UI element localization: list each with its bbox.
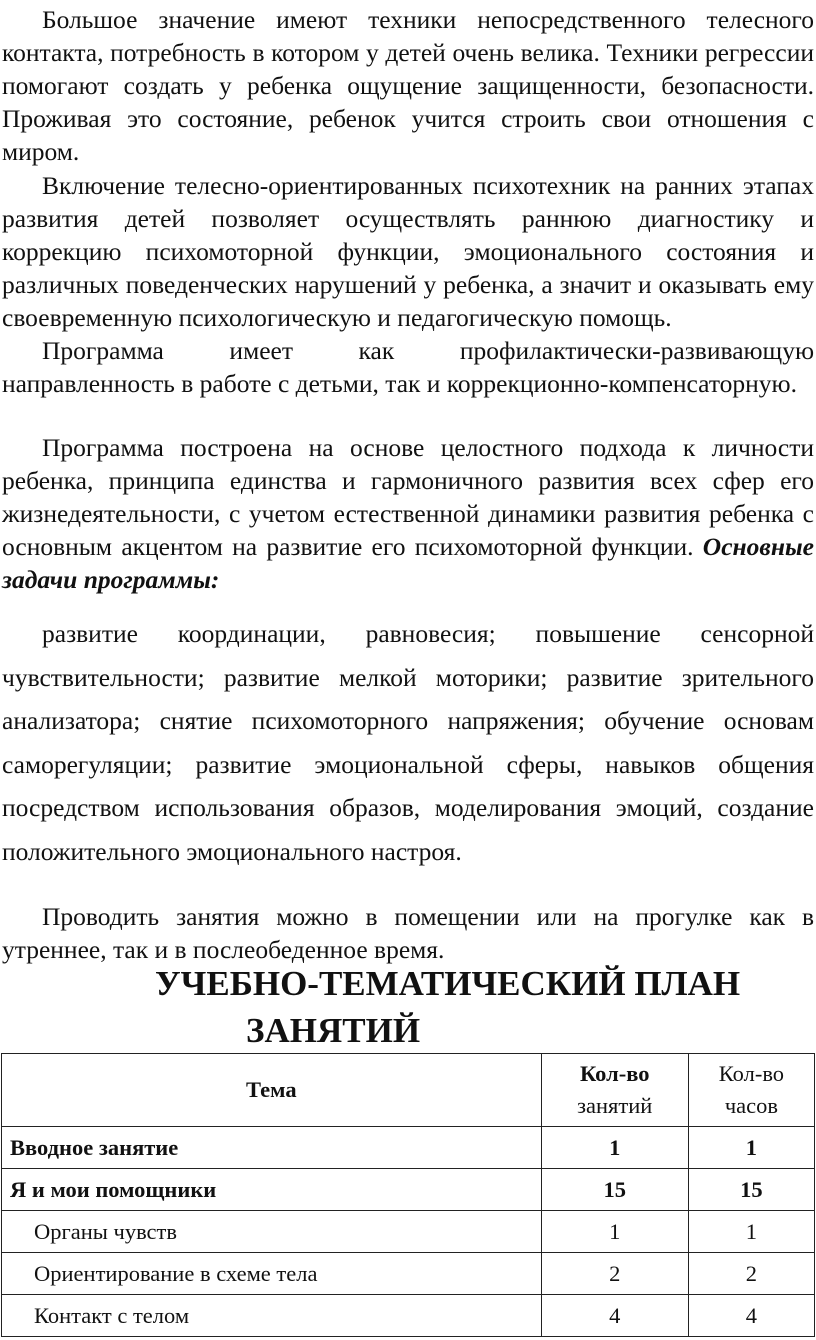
plan-title-line1: УЧЕБНО-ТЕМАТИЧЕСКИЙ ПЛАН [155, 964, 741, 1003]
paragraph-lesson-location: Проводить занятия можно в помещении или на прогулке как в утреннее, так и в послеобеденное время. [2, 902, 814, 964]
topic-cell: Органы чувств [2, 1211, 542, 1253]
table-row [2, 1295, 815, 1337]
program-tasks-heading: Основные задачи программы: [2, 532, 814, 594]
hours-cell: 1 [688, 1127, 814, 1169]
hours-cell: 15 [688, 1169, 814, 1211]
plan-title-line2: ЗАНЯТИЙ [246, 1011, 421, 1050]
hours-cell: 2 [688, 1253, 814, 1295]
paragraph-program-basis [2, 431, 814, 596]
header-topic: Тема [2, 1054, 542, 1127]
topic-cell: Ориентирование в схеме тела [2, 1253, 542, 1295]
table-header-row [2, 1054, 815, 1127]
lessons-cell: 1 [541, 1211, 688, 1253]
thematic-plan-table [1, 1053, 815, 1337]
paragraph-program-direction: Программа имеет как профилактически-развивающую направленность в работе с детьми, так и коррекционно-компенсаторную. [2, 336, 814, 398]
table-row [2, 1169, 815, 1211]
table-row [2, 1211, 815, 1253]
header-lessons-count: Кол-во занятий [541, 1054, 688, 1127]
paragraph-body-contact: Большое значение имеют техники непосредственного телесного контакта, потребность в котором у детей очень велика. Техники регрессии помогают создать у ребенка ощущение защищенности, безопасности. Проживая это состояние, ребенок учится строить свои отношения с миром. [2, 5, 814, 166]
lessons-cell: 1 [541, 1127, 688, 1169]
lessons-cell: 2 [541, 1253, 688, 1295]
lessons-cell: 4 [541, 1295, 688, 1337]
paragraph-psychotechniques: Включение телесно-ориентированных психотехник на ранних этапах развития детей позволяет осуществлять раннюю диагностику и коррекцию психомоторной функции, эмоционального состояния и различных поведенческих нарушений у ребенка, а значит и оказывать ему своевременную психологическую и педагогическую помощь. [2, 171, 814, 332]
hours-cell: 4 [688, 1295, 814, 1337]
topic-cell: Я и мои помощники [2, 1169, 542, 1211]
program-tasks-list: развитие координации, равновесия; повышение сенсорной чувствительности; развитие мелкой моторики; развитие зрительного анализатора; снятие психомоторного напряжения; обучение основам саморегуляции; развитие эмоциональной сферы, навыков общения посредством использования образов, моделирования эмоций, создание положительного эмоционального настроя. [2, 619, 814, 866]
lessons-cell: 15 [541, 1169, 688, 1211]
paragraph-program-basis-text: Программа построена на основе целостного подхода к личности ребенка, принципа единства и гармоничного развития всех сфер его жизнедеятельности, с учетом естественной динамики развития ребенка с основным акцентом на развитие его психомоторной функции. [2, 433, 814, 561]
table-row [2, 1127, 815, 1169]
topic-cell: Вводное занятие [2, 1127, 542, 1169]
hours-cell: 1 [688, 1211, 814, 1253]
header-hours-count: Кол-во часов [688, 1054, 814, 1127]
table-row [2, 1253, 815, 1295]
topic-cell: Контакт с телом [2, 1295, 542, 1337]
